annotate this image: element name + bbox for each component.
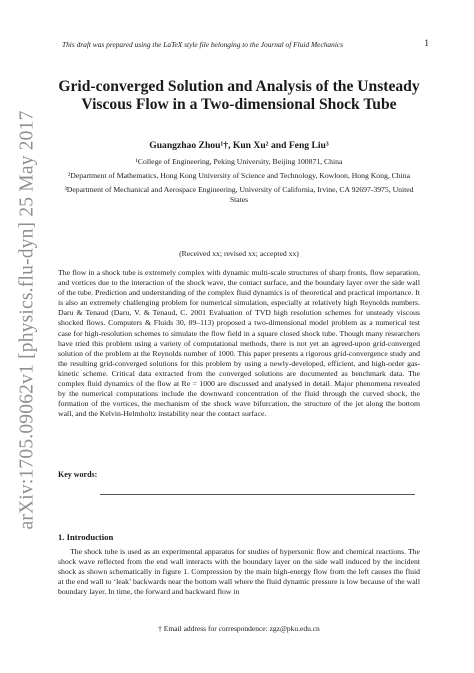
keywords-label: Key words: [58, 470, 98, 479]
received-line: (Received xx; revised xx; accepted xx) [179, 249, 299, 258]
arxiv-sidebar [15, 85, 41, 555]
introduction-paragraph: The shock tube is used as an experimental apparatus for studies of hypersonic flow and chemical reactions. The shock wave reflected from the end wall interacts with the boundary layer on the side wall induced by the incident shock as shown schematically in figure 1. Compression by the main high-energy flow from the left causes the fluid at the end wall to ‘leak’ backwards near the bottom wall where the fluid dynamic pressure is low because of the wall boundary layer. In time, the forward and backward flow in [58, 547, 420, 597]
section-heading: 1. Introduction [58, 532, 114, 542]
affiliation-3: ³Department of Mechanical and Aerospace Engineering, University of California, Irvine, CA 92697-3975, United States [64, 185, 414, 204]
affiliation-1: ¹College of Engineering, Peking University, Beijing 100871, China [135, 157, 343, 166]
arxiv-identifier: arXiv:1705.09062v1 [physics.flu-dyn] 25 May 2017 [17, 110, 38, 530]
abstract: The flow in a shock tube is extremely complex with dynamic multi-scale structures of sharp fronts, flow separation, and vortices due to the interaction of the shock wave, the contact surface, and the boundary layer over the side wall of the tube. Prediction and understanding of the complex fluid dynamics is of theoretical and practical importance. It is also an extremely challenging problem for numerical simulation, especially at relatively high Reynolds numbers. Daru & Tenaud (Daru, V. & Tenaud, C. 2001 Evaluation of TVD high resolution schemes for unsteady viscous shocked flows. Computers & Fluids 30, 89–113) proposed a two-dimensional model problem as a numerical test case for high-resolution schemes to simulate the flow field in a square closed shock tube. Though many researchers have tried this problem using a variety of computational methods, there is not yet an agreed-upon grid-converged solution of the problem at the Reynolds number of 1000. This paper presents a rigorous grid-convergence study and the resulting grid-converged solutions for this problem by using a newly-developed, efficient, and high-order gas-kinetic scheme. Critical data extracted from the converged solutions are documented as benchmark data. The complex fluid dynamics of the flow at Re = 1000 are discussed and analysed in detail. Major phenomena revealed by the numerical computations include the downward concentration of the fluid through the curved shock, the formation of the vortices, the mechanism of the shock wave bifurcation, the structure of the jet along the bottom wall, and the Kelvin-Helmholtz instability near the contact surface. [58, 268, 420, 419]
page-number: 1 [424, 39, 429, 49]
affiliations [58, 157, 420, 209]
keywords-divider [100, 494, 415, 495]
author-list: Guangzhao Zhou¹†, Kun Xu² and Feng Liu³ [149, 140, 329, 151]
running-head: This draft was prepared using the LaTeX style file belonging to the Journal of Fluid Mechanics [62, 40, 344, 49]
correspondence-footnote: † Email address for correspondence: zgz@pku.edu.cn [158, 624, 320, 633]
affiliation-2: ²Department of Mathematics, Hong Kong University of Science and Technology, Kowloon, Hong Kong, China [67, 171, 411, 180]
paper-title: Grid-converged Solution and Analysis of the Unsteady Viscous Flow in a Two-dimensional Shock Tube [58, 78, 420, 113]
